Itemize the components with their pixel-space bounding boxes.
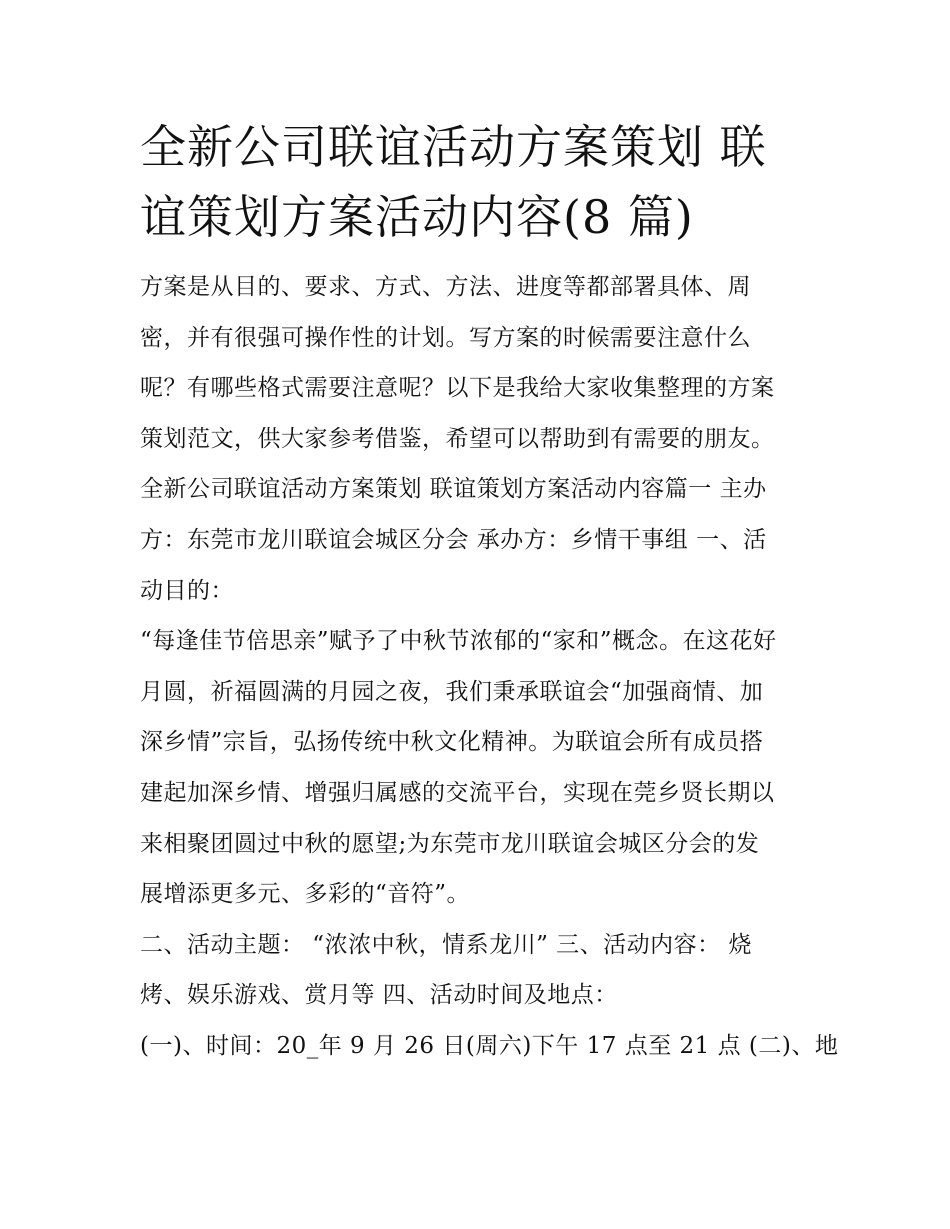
body-line: 烤、娱乐游戏、赏月等 四、活动时间及地点： xyxy=(140,982,618,1009)
body-line: 动目的： xyxy=(140,577,234,604)
body-line: “每逢佳节倍思亲”赋予了中秋节浓郁的“家和”概念。在这花好 xyxy=(140,628,777,655)
title-line-2: 谊策划方案活动内容(8 篇) xyxy=(140,190,694,244)
body-line: 来相聚团圆过中秋的愿望;为东莞市龙川联谊会城区分会的发 xyxy=(140,830,760,857)
body-line: 建起加深乡情、增强归属感的交流平台，实现在莞乡贤长期以 xyxy=(140,779,775,806)
body-line: 方案是从目的、要求、方式、方法、进度等都部署具体、周 xyxy=(140,274,751,300)
document-title xyxy=(140,112,812,252)
body-line: 策划范文，供大家参考借鉴，希望可以帮助到有需要的朋友。 xyxy=(140,425,775,452)
body-line: (一)、时间：20_年 9 月 26 日(周六)下午 17 点至 21 点 (二)、地 xyxy=(140,1032,839,1059)
body-line: 深乡情”宗旨，弘扬传统中秋文化精神。为联谊会所有成员搭 xyxy=(140,729,764,756)
body-line: 方：东莞市龙川联谊会城区分会 承办方：乡情干事组 一、活 xyxy=(140,526,767,553)
document-body xyxy=(140,262,839,1072)
body-line: 全新公司联谊活动方案策划 联谊策划方案活动内容篇一 主办 xyxy=(140,476,767,503)
body-line: 呢？有哪些格式需要注意呢？以下是我给大家收集整理的方案 xyxy=(140,375,775,402)
body-line: 二、活动主题： “浓浓中秋，情系龙川” 三、活动内容： 烧 xyxy=(140,931,752,958)
body-line: 展增添更多元、多彩的“音符”。 xyxy=(140,881,471,908)
body-line: 密，并有很强可操作性的计划。写方案的时候需要注意什么 xyxy=(140,324,751,351)
title-line-1: 全新公司联谊活动方案策划 联 xyxy=(140,120,767,174)
document-page xyxy=(140,112,839,1072)
body-line: 月圆，祈福圆满的月园之夜，我们秉承联谊会“加强商情、加 xyxy=(140,678,764,705)
